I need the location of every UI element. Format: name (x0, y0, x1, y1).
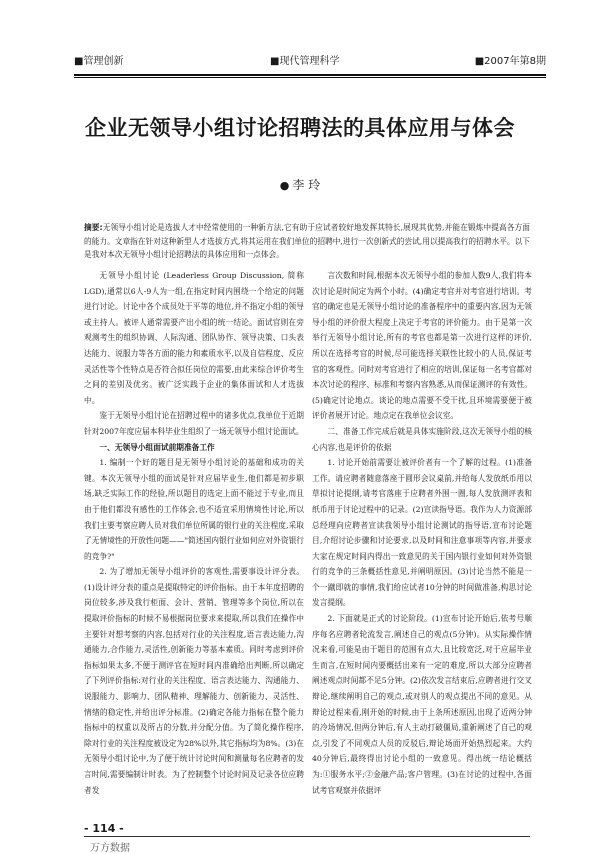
abstract-label: 摘要: (84, 223, 103, 232)
body-paragraph: 二、准备工作完成后就是具体实施阶段,这次无领导小组的核心内容,也是评价的依据 (312, 426, 532, 452)
body-paragraph: 鉴于无领导小组讨论在招聘过程中的诸多优点,我单位于近期针对2007年度应届本科毕业生组织了一场无领导小组讨论面试。 (84, 411, 304, 436)
journal-header (74, 52, 546, 72)
article-title: 企业无领导小组讨论招聘法的具体应用与体会 (85, 116, 515, 140)
abstract-text: 无领导小组讨论是选拔人才中经常使用的一种新方法,它有助于应试者较好地发挥其特长,展现其优势,并能在锻炼中提高各方面的能力。文章指在针对这种新型人才选拔方式,将其运用在我们单位的招聘中,进行一次创新式的尝试,用以提高我行的招聘水平。以下是我对本次无领导小组讨论招聘法的具体应用和一点体会。 (84, 223, 530, 260)
bullet-icon: ● (279, 179, 290, 192)
header-section-label: ■管理创新 (74, 56, 124, 67)
body-paragraph: 言次数和时间,根据本次无领导小组的参加人数9人,我们将本次讨论是时间定为两个小时。(4)确定考官并对考官进行培训。考官的确定也是无领导小组讨论的准备程序中的重要内容,因为无领导小组的评价很大程度上决定于考官的评价能力。由于是第一次举行无领导小组讨论,所有的考官也都是第一次进行这样的评价,所以在选择考官的时候,尽可能选择关联性比较小的人员,保证考官的客观性。同时对考官进行了相应的培训,保证每一名考官都对本次讨论的程序、标准和考察内容熟悉,从而保证测评的有效性。(5)确定讨论地点。谈论的地点需要不受干扰,且环境需要便于被评价者展开讨论。地点定在我单位会议室。 (312, 271, 532, 421)
body-paragraph: 1. 编制一个好的题目是无领导小组讨论的基础和成功的关键。本次无领导小组的面试是针对应届毕业生,他们都是初步职场,缺乏实际工作的经验,所以题目的选定上面不能过于专业,而且由于他们都没有感性的工作体会,也不适宜采用情境性讨论,所以我们主要考察应聘人员对我们单位所属的银行业的关注程度,采取了无情境性的开放性问题——"简述国内银行业如何应对外资银行的竞争?" (84, 458, 304, 561)
header-issue-label: ■2007年第8期 (474, 56, 546, 67)
page-number: - 114 - (84, 822, 124, 835)
body-paragraph: 2. 下面就是正式的讨论阶段。(1)宣布讨论开始后,依考号顺序每名应聘者轮流发言,阐述自己的观点(5分钟)。从实际操作情况来看,可能是由于题目的范围有点大,且比较宽泛,对于应届毕业生而言,在短时间内要概括出来有一定的难度,所以大部分应聘者阐述观点时间都不足5分钟。(2)依次发言结束后,应聘者进行交叉辩论,继续阐明自己的观点,或对别人的观点提出不同的意见。从辩论过程来看,刚开始的时候,由于上条所述原因,出现了近两分钟的冷场情况,但两分钟后,有人主动打破僵局,重新阐述了自己的观点,引发了不同观点人员的反驳后,辩论场面开始热烈起来。大约40分钟后,最终得出讨论小组的一致意见。得出统一结论概括为:①服务水平;②金融产品;客户管理。(3)在讨论的过程中,各面试考官观察并依据评 (312, 614, 532, 795)
watermark: 万方数据 (90, 843, 130, 854)
abstract (84, 221, 530, 262)
body-column-left (84, 268, 304, 824)
body-paragraph: 2. 为了增加无领导小组评价的客观性,需要事设计评分表。(1)设计评分表的重点是提取特定的评价指标。由于本年度招聘的岗位较多,涉及我行柜面、会计、营销、管理等多个岗位,所以在提取评价指标的时候不易根据岗位要求来提取,所以我们在操作中主要针对想考察的内容,包括对行业的关注程度,语言表达能力,沟通能力,合作能力,灵活性,创新能力等基本素质。同时考虑到评价指标如果太多,不便于测评官在短时间内准确给出判断,所以确定了下列评价指标:对行业的关注程度、语言表达能力、沟通能力、说服能力、影响力、团队精神、理解能力、创新能力、灵活性、情绪的稳定性,并给出评分标准。(2)确定各能力指标在整个能力指标中的权重以及所占的分数,并分配分值。为了简化操作程序,除对行业的关注程度被设定为28%以外,其它指标均为8%。(3)在无领导小组讨论中,为了便于统计讨论时间和测量每名应聘者的发言时间,需要编制计时表。为了控制整个讨论时间及记录各位应聘者发 (84, 567, 304, 795)
header-journal-name: ■现代管理科学 (270, 56, 340, 67)
body-paragraph: 1. 讨论开始前需要让被评价者有一个了解的过程。(1)准备工作。请应聘者随意落座于圆形会议桌前,并给每人发放纸币用以草拟讨论提纲,请考官落座于应聘者外围一圈,每人发放测评表和纸币用于讨论过程中的记录。(2)宣读指导语。我作为人力资源部总经理向应聘者宣读我领导小组讨论测试的指导语,宣布讨论题目,介绍讨论步骤和讨论要求,以及时间和注意事项等内容,并要求大家在规定时间内得出一致意见的关于国内银行业如何对外资银行的竞争的三条概括性意见,并阐明原因。(3)讨论当然不能是一个一蹴即就的事情,我们给应试者10分钟的时间做准备,构思讨论发言提纲。 (312, 458, 532, 608)
author-name: 李 玲 (292, 178, 321, 192)
section-heading: 一、无领导小组面试前期准备工作 (99, 442, 215, 452)
header-rule-thin (74, 77, 546, 78)
body-column-right (312, 268, 532, 824)
author-line (0, 176, 600, 193)
header-rule-thick (74, 74, 546, 76)
footer-rule (84, 836, 530, 837)
body-paragraph: 无领导小组讨论 (Leaderless Group Discussion, 简称LGD),通常以6人-9人为一组,在指定时间内围绕一个给定的问题进行讨论。讨论中各个成员处于平等的地位,并不指定小组的领导或主持人。被评人通常需要产出小组的统一结论。面试官则在旁观测考生的组织协调、人际沟通、团队协作、领导决策、口头表达能力、说服力等各方面的能力和素质水平,以及自信程度、反应灵活性等个性特点是否符合拟任岗位的需要,由此来综合评价考生之间的差别及优劣。被广泛实践于企业的集体面试和人才选拔中。 (84, 271, 304, 405)
